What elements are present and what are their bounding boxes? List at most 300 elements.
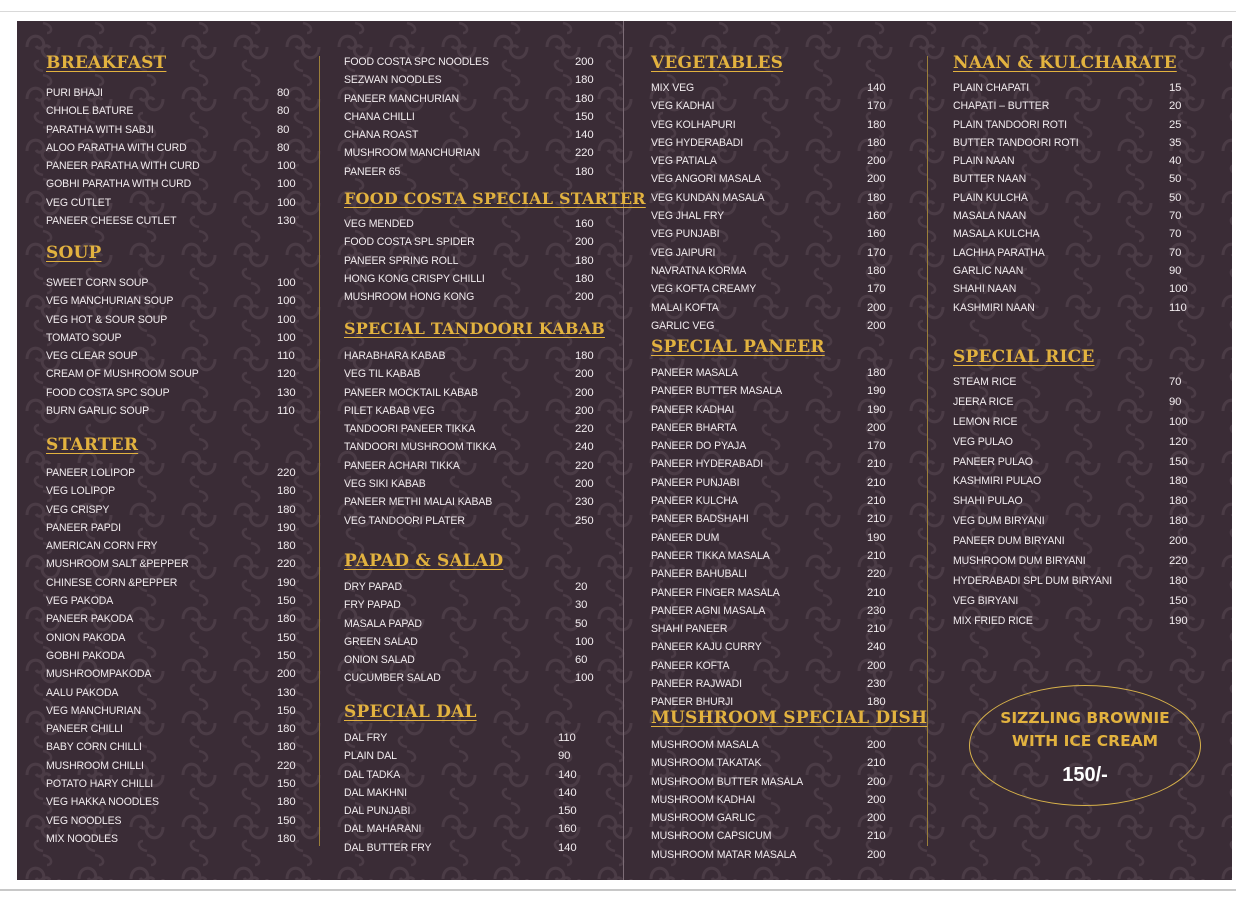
menu-item <box>46 812 296 830</box>
item-name: POTATO HARY CHILLI <box>46 778 154 791</box>
item-price: 250 <box>575 514 594 527</box>
item-price: 80 <box>277 141 290 154</box>
item-price: 190 <box>867 531 886 544</box>
item-price: 190 <box>277 521 296 534</box>
menu-item <box>651 455 911 473</box>
menu-item <box>651 754 911 772</box>
item-name: DAL MAHARANI <box>344 823 422 836</box>
item-price: 100 <box>575 635 594 648</box>
item-name: MUSHROOM MANCHURIAN <box>344 147 480 160</box>
item-price: 200 <box>575 368 594 381</box>
menu-item <box>46 720 296 738</box>
item-price: 80 <box>277 105 290 118</box>
item-name: VEG JHAL FRY <box>651 210 725 223</box>
menu-item <box>651 401 911 419</box>
item-price: 150 <box>277 778 296 791</box>
item-price: 140 <box>558 786 577 799</box>
item-name: HARABHARA KABAB <box>344 350 446 362</box>
menu-item <box>953 207 1213 225</box>
menu-item <box>953 189 1213 207</box>
promo-oval <box>969 685 1201 806</box>
menu-item <box>651 382 911 400</box>
item-price: 180 <box>277 485 296 498</box>
item-price: 230 <box>575 496 594 509</box>
item-price: 150 <box>1169 455 1188 468</box>
item-price: 200 <box>867 155 886 168</box>
item-price: 200 <box>867 848 886 861</box>
menu-item <box>651 474 911 492</box>
item-price: 220 <box>575 423 594 436</box>
item-price: 180 <box>867 191 886 204</box>
item-price: 180 <box>1169 495 1188 508</box>
item-name: VEG JAIPURI <box>651 246 716 259</box>
menu-item <box>344 144 604 162</box>
item-name: PARATHA WITH SABJI <box>46 123 154 136</box>
item-name: PANEER BHURJI <box>651 696 734 709</box>
item-price: 100 <box>277 331 296 344</box>
menu-item <box>46 384 296 402</box>
item-price: 70 <box>1169 210 1182 223</box>
item-price: 110 <box>558 732 576 744</box>
item-price: 200 <box>575 386 594 399</box>
item-name: DRY PAPAD <box>344 581 402 593</box>
menu-item <box>953 244 1213 262</box>
item-name: MUSHROOMPAKODA <box>46 668 152 681</box>
item-price: 180 <box>575 350 594 362</box>
menu-list <box>344 347 604 530</box>
menu-item <box>651 492 911 510</box>
menu-item <box>953 373 1213 393</box>
menu-item <box>651 79 911 97</box>
menu-list <box>46 84 296 230</box>
item-price: 30 <box>575 599 588 612</box>
menu-item <box>651 170 911 188</box>
item-name: VEG PUNJABI <box>651 228 720 241</box>
page-fold-line <box>623 21 624 880</box>
menu-item <box>46 684 296 702</box>
item-price: 200 <box>867 421 886 434</box>
menu-item <box>46 84 296 102</box>
item-price: 100 <box>575 672 594 685</box>
menu-list <box>651 364 911 712</box>
item-price: 180 <box>867 136 886 149</box>
item-price: 100 <box>277 178 296 191</box>
menu-item <box>651 262 911 280</box>
item-price: 180 <box>277 832 296 845</box>
menu-item <box>651 657 911 675</box>
menu-list <box>344 578 604 688</box>
item-name: MASALA PAPAD <box>344 617 422 630</box>
menu-item <box>344 512 604 530</box>
item-name: PURI BHAJI <box>46 87 103 99</box>
item-name: GOBHI PARATHA WITH CURD <box>46 178 192 191</box>
item-name: PANEER MASALA <box>651 367 738 379</box>
item-price: 180 <box>575 272 594 285</box>
item-price: 170 <box>867 440 886 453</box>
menu-list <box>46 274 296 420</box>
menu-item <box>46 757 296 775</box>
menu-item <box>953 262 1213 280</box>
item-name: VEG KUNDAN MASALA <box>651 191 765 204</box>
menu-item <box>344 766 604 784</box>
item-price: 220 <box>277 467 296 479</box>
item-name: PANEER SPRING ROLL <box>344 254 459 267</box>
item-price: 150 <box>277 631 296 644</box>
menu-list <box>953 79 1213 317</box>
menu-item <box>344 90 604 108</box>
menu-item <box>953 472 1213 492</box>
menu-item <box>46 519 296 537</box>
menu-item <box>953 152 1213 170</box>
menu-item <box>46 555 296 573</box>
item-price: 210 <box>867 476 886 489</box>
menu-list <box>344 53 604 181</box>
item-name: PANEER MANCHURIAN <box>344 92 459 105</box>
item-price: 140 <box>867 82 886 94</box>
section-title: NAAN & KULCHARATE <box>953 53 1177 73</box>
menu-item <box>344 438 604 456</box>
item-name: PANEER LOLIPOP <box>46 467 136 479</box>
item-price: 220 <box>277 558 296 571</box>
menu-item <box>651 584 911 602</box>
item-price: 190 <box>867 385 886 398</box>
item-name: MUSHROOM SALT &PEPPER <box>46 558 189 571</box>
item-name: MASALA NAAN <box>953 210 1027 223</box>
item-price: 160 <box>575 218 594 230</box>
item-name: DAL PUNJABI <box>344 805 411 818</box>
item-name: PANEER DO PYAJA <box>651 440 747 453</box>
item-price: 230 <box>867 604 886 617</box>
menu-item <box>651 299 911 317</box>
item-price: 200 <box>575 404 594 417</box>
menu-item <box>344 729 604 747</box>
item-name: VEG CLEAR SOUP <box>46 350 138 363</box>
menu-item <box>651 225 911 243</box>
menu-item <box>651 510 911 528</box>
item-price: 220 <box>575 147 594 160</box>
section-title: SOUP <box>46 243 102 263</box>
item-name: MUSHROOM HONG KONG <box>344 291 475 304</box>
item-price: 140 <box>558 841 577 854</box>
menu-item <box>46 464 296 482</box>
menu-item <box>344 126 604 144</box>
menu-list <box>651 736 911 864</box>
menu-item <box>46 629 296 647</box>
menu-item <box>344 347 604 365</box>
item-price: 200 <box>867 775 886 788</box>
item-price: 180 <box>277 503 296 516</box>
menu-item <box>46 347 296 365</box>
section-title: FOOD COSTA SPECIAL STARTER <box>344 189 646 208</box>
item-price: 180 <box>277 741 296 754</box>
item-name: LACHHA PARATHA <box>953 246 1045 259</box>
item-price: 70 <box>1169 246 1182 259</box>
menu-item <box>46 610 296 628</box>
menu-item <box>953 393 1213 413</box>
item-price: 200 <box>867 793 886 806</box>
item-name: PANEER RAJWADI <box>651 678 742 691</box>
item-price: 200 <box>867 739 886 751</box>
menu-item <box>46 274 296 292</box>
item-price: 180 <box>1169 515 1188 528</box>
item-price: 20 <box>1169 100 1182 113</box>
item-name: VEG CUTLET <box>46 196 112 209</box>
item-price: 150 <box>1169 594 1188 607</box>
item-price: 200 <box>867 173 886 186</box>
menu-card <box>17 21 1232 880</box>
item-name: GARLIC NAAN <box>953 264 1024 277</box>
item-name: MIX NOODLES <box>46 832 118 845</box>
section-title: VEGETABLES <box>651 53 784 73</box>
menu-item <box>651 419 911 437</box>
item-name: TOMATO SOUP <box>46 331 122 344</box>
item-name: MUSHROOM BUTTER MASALA <box>651 775 804 788</box>
item-price: 100 <box>277 295 296 308</box>
item-price: 210 <box>867 757 886 770</box>
menu-item <box>46 102 296 120</box>
item-name: VEG MANCHURIAN <box>46 704 142 717</box>
menu-item <box>651 116 911 134</box>
item-name: LEMON RICE <box>953 415 1018 428</box>
section-title: SPECIAL TANDOORI KABAB <box>344 319 605 338</box>
menu-item <box>46 311 296 329</box>
item-price: 80 <box>277 123 290 136</box>
item-name: PANEER HYDERABADI <box>651 458 764 471</box>
menu-item <box>953 134 1213 152</box>
menu-item <box>344 402 604 420</box>
item-price: 100 <box>277 160 296 173</box>
item-name: VEG MENDED <box>344 218 414 230</box>
item-price: 200 <box>867 659 886 672</box>
item-price: 190 <box>1169 614 1188 627</box>
item-name: VEG KOLHAPURI <box>651 118 736 131</box>
item-price: 190 <box>277 576 296 589</box>
item-name: VEG SIKI KABAB <box>344 478 426 491</box>
item-name: DAL BUTTER FRY <box>344 841 432 854</box>
item-name: PANEER PULAO <box>953 455 1033 468</box>
menu-item <box>344 669 604 687</box>
menu-item <box>46 402 296 420</box>
menu-item <box>46 574 296 592</box>
menu-item <box>651 207 911 225</box>
item-name: PANEER PARATHA WITH CURD <box>46 160 200 173</box>
item-name: PANEER TIKKA MASALA <box>651 549 770 562</box>
menu-item <box>46 212 296 230</box>
item-name: VEG DUM BIRYANI <box>953 515 1045 528</box>
item-price: 230 <box>867 678 886 691</box>
menu-item <box>46 793 296 811</box>
menu-item <box>344 633 604 651</box>
item-price: 180 <box>575 254 594 267</box>
menu-item <box>46 775 296 793</box>
item-name: BUTTER NAAN <box>953 173 1027 186</box>
item-name: VEG PULAO <box>953 435 1013 448</box>
menu-item <box>953 453 1213 473</box>
menu-item <box>651 437 911 455</box>
menu-item <box>953 572 1213 592</box>
item-price: 210 <box>867 830 886 843</box>
item-price: 150 <box>277 814 296 827</box>
item-name: PANEER KADHAI <box>651 403 735 416</box>
item-price: 200 <box>575 56 594 68</box>
item-price: 180 <box>277 796 296 809</box>
menu-item <box>344 475 604 493</box>
item-price: 130 <box>277 215 296 228</box>
menu-item <box>344 578 604 596</box>
item-name: GARLIC VEG <box>651 319 715 332</box>
item-price: 130 <box>277 686 296 699</box>
item-price: 240 <box>575 441 594 454</box>
item-price: 50 <box>575 617 588 630</box>
item-price: 210 <box>867 513 886 526</box>
menu-item <box>651 244 911 262</box>
promo-price: 150/- <box>1062 764 1108 786</box>
menu-list <box>651 79 911 335</box>
menu-item <box>46 482 296 500</box>
menu-item <box>651 364 911 382</box>
item-price: 180 <box>277 613 296 626</box>
menu-item <box>46 738 296 756</box>
menu-item <box>344 493 604 511</box>
item-name: ONION PAKODA <box>46 631 126 644</box>
item-name: AMERICAN CORN FRY <box>46 540 158 553</box>
item-price: 220 <box>277 759 296 772</box>
item-price: 100 <box>1169 283 1188 296</box>
item-price: 140 <box>558 768 577 781</box>
item-name: PLAIN DAL <box>344 750 397 763</box>
section-title: PAPAD & SALAD <box>344 551 504 571</box>
item-price: 40 <box>1169 155 1182 168</box>
item-price: 60 <box>575 654 588 667</box>
menu-item <box>344 252 604 270</box>
item-price: 200 <box>575 236 594 249</box>
menu-item <box>344 420 604 438</box>
item-name: FRY PAPAD <box>344 599 401 612</box>
item-name: PANEER BAHUBALI <box>651 568 747 581</box>
menu-item <box>651 189 911 207</box>
item-name: HYDERABADI SPL DUM BIRYANI <box>953 574 1113 587</box>
menu-item <box>344 270 604 288</box>
item-price: 180 <box>575 92 594 105</box>
item-price: 110 <box>277 350 295 363</box>
item-name: FOOD COSTA SPL SPIDER <box>344 236 475 249</box>
menu-item <box>344 365 604 383</box>
item-name: SEZWAN NOODLES <box>344 74 442 87</box>
item-price: 200 <box>867 319 886 332</box>
menu-item <box>46 592 296 610</box>
item-price: 120 <box>1169 435 1188 448</box>
item-price: 180 <box>277 723 296 736</box>
section-title: MUSHROOM SPECIAL DISH <box>651 708 928 728</box>
item-price: 200 <box>867 301 886 314</box>
item-name: CHAPATI – BUTTER <box>953 100 1050 113</box>
menu-item <box>953 116 1213 134</box>
menu-item <box>46 501 296 519</box>
item-price: 80 <box>277 87 290 99</box>
item-name: GOBHI PAKODA <box>46 649 125 662</box>
menu-item <box>46 292 296 310</box>
item-price: 35 <box>1169 136 1182 149</box>
item-name: PANEER CHEESE CUTLET <box>46 215 177 228</box>
item-name: CHINESE CORN &PEPPER <box>46 576 178 589</box>
menu-item <box>651 736 911 754</box>
item-price: 170 <box>867 100 886 113</box>
menu-item <box>651 97 911 115</box>
item-price: 70 <box>1169 228 1182 241</box>
item-name: MUSHROOM KADHAI <box>651 793 756 806</box>
item-price: 25 <box>1169 118 1182 131</box>
menu-item <box>344 802 604 820</box>
top-border <box>0 11 1236 12</box>
item-name: VEG KOFTA CREAMY <box>651 283 757 296</box>
menu-item <box>953 299 1213 317</box>
item-name: VEG HAKKA NOODLES <box>46 796 159 809</box>
menu-item <box>344 108 604 126</box>
menu-item <box>344 384 604 402</box>
item-name: VEG LOLIPOP <box>46 485 116 498</box>
menu-item <box>46 139 296 157</box>
item-price: 150 <box>575 110 594 123</box>
menu-item <box>651 675 911 693</box>
item-name: VEG ANGORI MASALA <box>651 173 761 186</box>
item-price: 210 <box>867 458 886 471</box>
menu-item <box>46 365 296 383</box>
menu-item <box>953 532 1213 552</box>
item-name: HONG KONG CRISPY CHILLI <box>344 272 485 285</box>
item-price: 180 <box>1169 475 1188 488</box>
item-name: PANEER BADSHAHI <box>651 513 749 526</box>
menu-item <box>344 215 604 233</box>
item-price: 200 <box>575 291 594 304</box>
item-price: 180 <box>867 367 886 379</box>
item-name: MASALA KULCHA <box>953 228 1040 241</box>
menu-item <box>344 839 604 857</box>
item-name: VEG NOODLES <box>46 814 122 827</box>
menu-item <box>46 329 296 347</box>
item-price: 210 <box>867 586 886 599</box>
item-name: SHAHI NAAN <box>953 283 1017 296</box>
item-price: 15 <box>1169 82 1182 94</box>
item-price: 180 <box>575 165 594 178</box>
item-name: PLAIN KULCHA <box>953 191 1028 204</box>
item-name: PANEER PUNJABI <box>651 476 740 489</box>
item-name: PILET KABAB VEG <box>344 404 435 417</box>
item-name: PANEER BHARTA <box>651 421 737 434</box>
menu-item <box>651 846 911 864</box>
item-name: SHAHI PANEER <box>651 623 728 636</box>
item-name: GREEN SALAD <box>344 635 418 648</box>
item-name: BUTTER TANDOORI ROTI <box>953 136 1079 149</box>
item-name: PANEER MOCKTAIL KABAB <box>344 386 478 399</box>
menu-item <box>953 413 1213 433</box>
item-price: 150 <box>277 649 296 662</box>
item-price: 20 <box>575 581 588 593</box>
item-name: MUSHROOM MASALA <box>651 739 759 751</box>
menu-item <box>344 53 604 71</box>
item-price: 140 <box>575 129 594 142</box>
item-name: CUCUMBER SALAD <box>344 672 441 685</box>
menu-list <box>953 373 1213 632</box>
menu-item <box>46 647 296 665</box>
item-name: BURN GARLIC SOUP <box>46 405 150 418</box>
item-name: BABY CORN CHILLI <box>46 741 142 754</box>
menu-item <box>651 620 911 638</box>
item-price: 160 <box>867 210 886 223</box>
menu-list <box>344 729 604 857</box>
item-price: 160 <box>558 823 577 836</box>
menu-item <box>46 194 296 212</box>
item-price: 170 <box>867 246 886 259</box>
